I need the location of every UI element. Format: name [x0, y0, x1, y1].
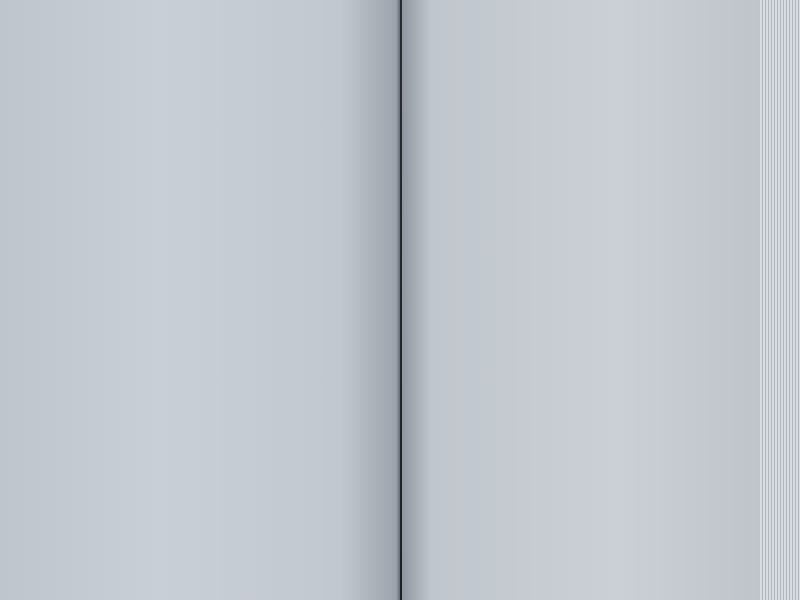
folk-tales-heading: [50, 50, 375, 65]
page-edges: [760, 0, 800, 600]
author-dal: [50, 85, 375, 101]
left-toc: [50, 42, 375, 101]
right-page: [402, 0, 760, 600]
